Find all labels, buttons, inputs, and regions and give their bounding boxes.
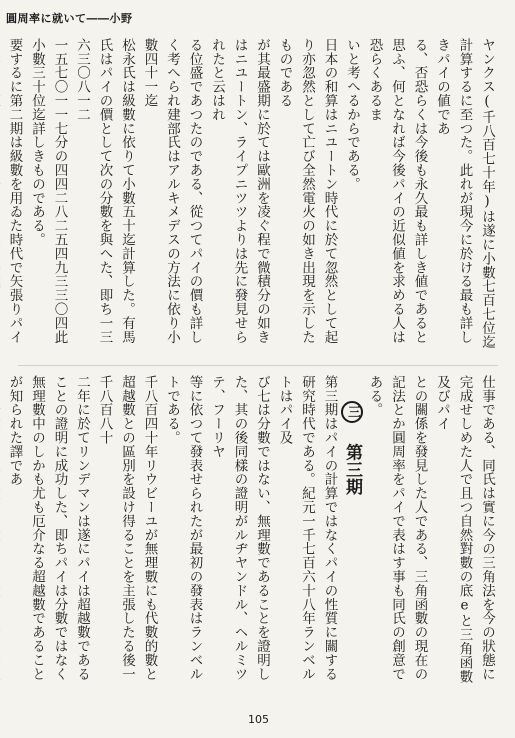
paragraph: 千八百四十年リウビーユが無理數にも代數的數と超越數との區別を設け得ることを主張したる後一千八百八十 xyxy=(96,375,158,681)
paragraph: ヤンクス(千八百七十年)は遂に小數七百七位迄計算するに至つた。此れが現今に於ける最も詳しきパイの値であ xyxy=(434,38,495,349)
paragraph: との關係を發見した人である、三角函數の現在の記法とか圓周率をパイで表はす事も同氏の創意である。 xyxy=(366,375,428,681)
paragraph: 要するに第二期は級數を用ゐた時代で矢張りパイ xyxy=(6,38,23,344)
paragraph: 小數三十位迄詳しきものである。 xyxy=(29,38,45,247)
divider xyxy=(18,365,498,366)
paragraph: 仕事である、同氏は實に今の三角法を今の狀態に完成せしめた人で且つ自然對數の底eと三角函數及びパイ xyxy=(434,375,495,684)
paragraph: び七は分數ではない、無理數であることを證明した、其の後同樣の證明がルヂヤンドル、ヘルミツテ、フーリヤ xyxy=(209,375,270,681)
section-number: 三 xyxy=(341,401,363,423)
paragraph: 日本の和算はニユートン時代に於て忽然として起り亦忽然として亡び全然電火の如き出現を示したものである xyxy=(276,38,338,344)
section-heading xyxy=(341,375,364,689)
paragraph: が其最盛期に於ては歐洲を凌ぐ程で微積分の如きはニユートン、ライプニツツよりは先に發見せられたと云はれ xyxy=(209,38,270,344)
paragraph: 二年に於てリンデマンは遂にパイは超越數であることの證明に成功した、即ちパイは分數ではなく無理數中のしかも尤も厄介なる超越數であることが知られた譯であ xyxy=(6,375,90,681)
paragraph: 第三期はパイの計算ではなくパイの性質に關する研究時代である。紀元一千七百六十八年ランベルトはパイ及 xyxy=(276,375,338,681)
text-columns xyxy=(6,38,498,688)
paragraph: いと考へるからである。 xyxy=(344,38,360,191)
running-head: 圓周率に就いて――小野 xyxy=(6,12,133,25)
page-number: 105 xyxy=(248,713,269,726)
paragraph: 一五七〇一一七分の四四二八二五四九三三〇四此 xyxy=(51,38,68,344)
paragraph: 等に依つて發表せられたが最初の發表はランベルトである。 xyxy=(164,375,203,681)
paragraph xyxy=(0,375,3,689)
paragraph: る位盛であつたのである、從つてパイの價も詳しく考へられ建部氏はアルキメデスの方法に依り小數四十一迄 xyxy=(141,38,203,344)
paragraph: 松永氏は級數に依りて小數五十迄計算した。有馬氏はパイの價として次の分數を與へた、即ち一三六三〇八一二 xyxy=(74,38,135,344)
upper-text-block xyxy=(0,38,498,354)
lower-text-block xyxy=(0,375,498,689)
section-heading-text: 第三期 xyxy=(342,443,362,496)
paragraph: る、否恐らくは今後も永久最も詳しき値であると思ふ、何となれば今後パイの近似値を求める人は恐らくあるま xyxy=(366,38,428,344)
